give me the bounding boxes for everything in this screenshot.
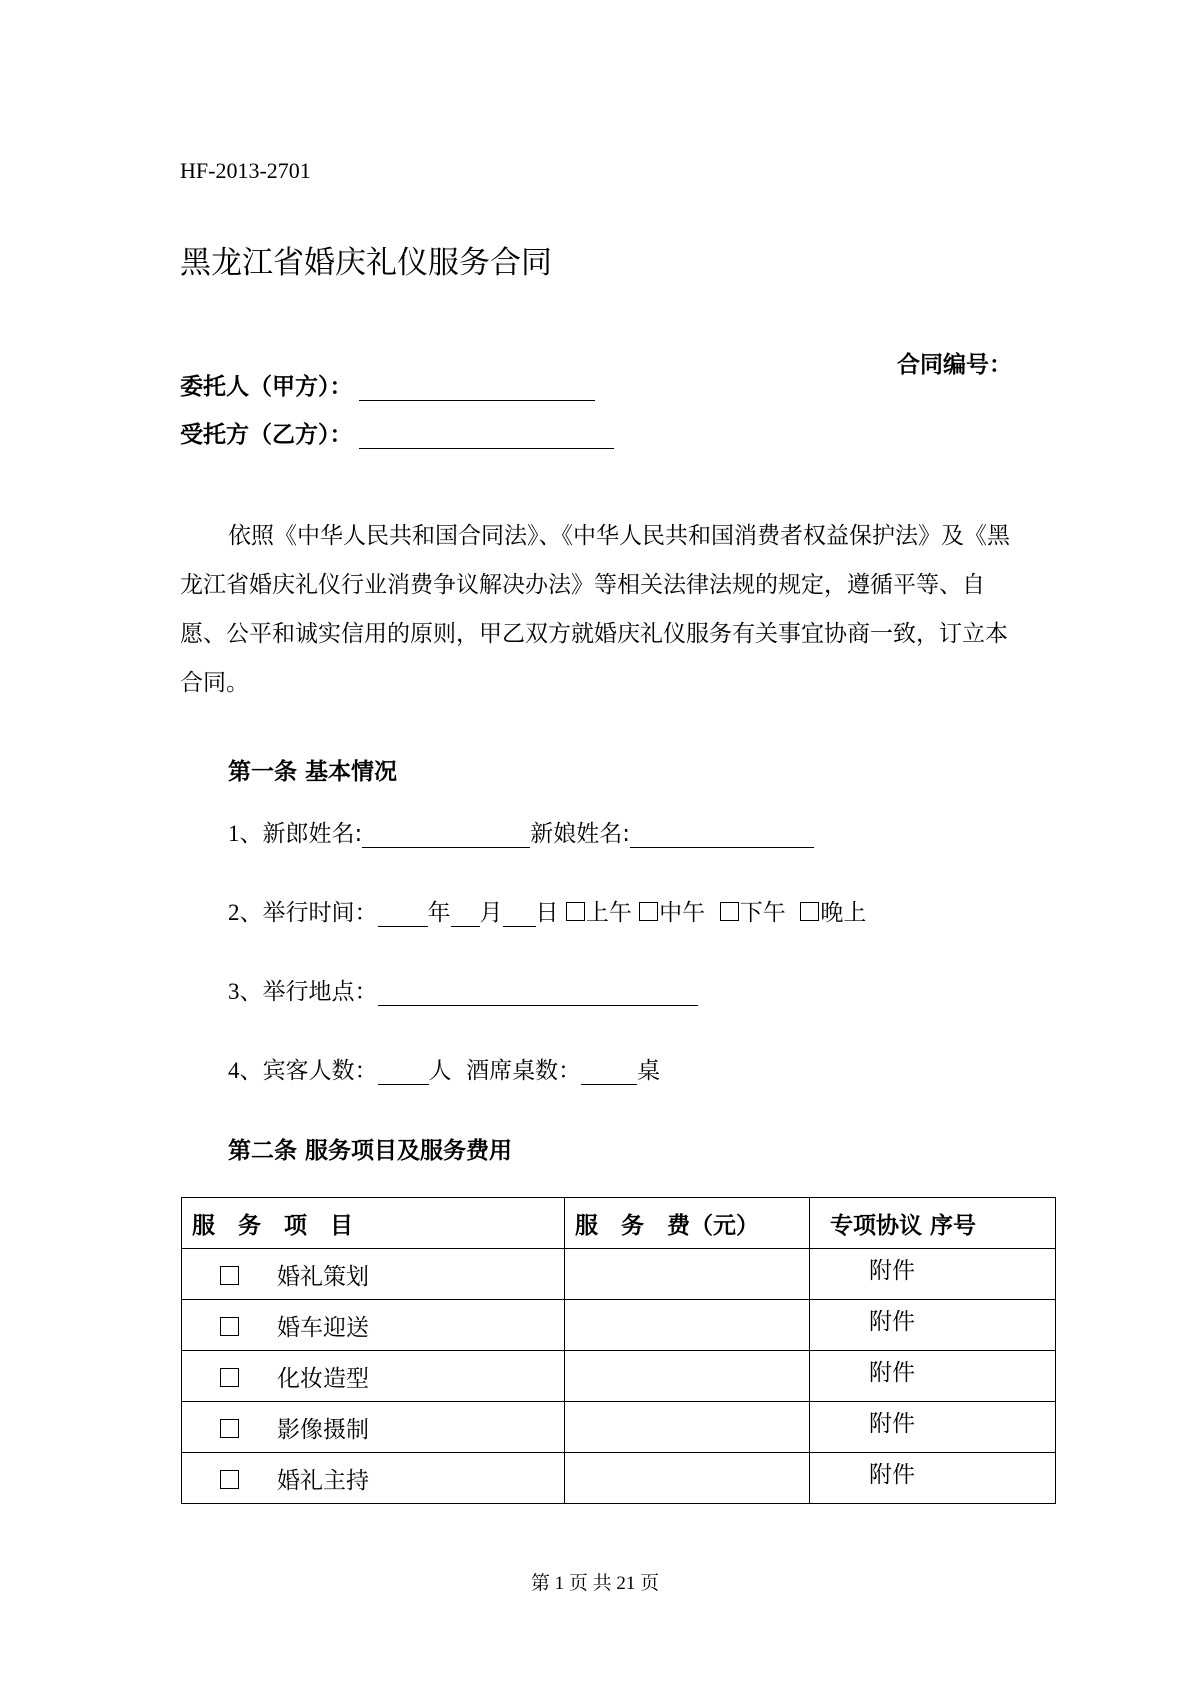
- party-b-row: [180, 416, 614, 449]
- page-footer: [0, 1568, 1190, 1595]
- party-b-label: 受托方（乙方）：: [180, 422, 353, 448]
- noon-label: 中午: [659, 900, 706, 926]
- evening-checkbox[interactable]: [800, 902, 819, 921]
- item1-number: 1: [228, 821, 240, 846]
- day-label: 日: [535, 900, 559, 926]
- service-item-label: 婚礼策划: [277, 1263, 369, 1290]
- groom-name-blank[interactable]: [362, 825, 530, 848]
- guests-blank[interactable]: [378, 1062, 429, 1085]
- bride-name-blank[interactable]: [630, 825, 814, 848]
- service-item-cell: [182, 1351, 565, 1402]
- noon-checkbox[interactable]: [639, 902, 658, 921]
- party-a-blank[interactable]: [359, 376, 595, 401]
- attachment-label: 附件: [869, 1359, 915, 1386]
- table-row: [182, 1453, 1056, 1504]
- table-header-row: [182, 1198, 1056, 1249]
- document-title: 黑龙江省婚庆礼仪服务合同: [180, 245, 552, 281]
- contract-number-label: 合同编号：: [897, 352, 1012, 378]
- service-item-cell: [182, 1453, 565, 1504]
- afternoon-label: 下午: [739, 900, 786, 926]
- guests-label: 、宾客人数：: [239, 1058, 378, 1084]
- item-names: [228, 815, 814, 848]
- tables-unit: 桌: [637, 1058, 661, 1084]
- tables-label: 酒席桌数：: [466, 1058, 582, 1084]
- year-label: 年: [427, 900, 451, 926]
- attachment-cell: [810, 1453, 1056, 1504]
- preamble-text: 依照《中华人民共和国合同法》、《中华人民共和国消费者权益保护法》及《黑龙江省婚庆礼仪行业消费争议解决办法》等相关法律法规的规定，遵循平等、自愿、公平和诚实信用的原则，甲乙双方就婚庆礼仪服务有关事宜协商一致，订立本合同。: [180, 523, 1010, 696]
- article2-heading: 第二条 服务项目及服务费用: [228, 1138, 513, 1164]
- header-service-item: 服 务 项 目: [182, 1198, 565, 1249]
- table-row: [182, 1351, 1056, 1402]
- service-fee-table: [181, 1197, 1056, 1504]
- month-blank[interactable]: [451, 904, 480, 927]
- guests-unit: 人: [428, 1058, 452, 1084]
- attachment-label: 附件: [869, 1461, 915, 1488]
- groom-name-label: 、新郎姓名:: [239, 821, 363, 847]
- service-fee-cell[interactable]: [565, 1249, 810, 1300]
- article1-heading: 第一条 基本情况: [228, 759, 398, 785]
- wedding-car-checkbox[interactable]: [220, 1317, 239, 1336]
- morning-checkbox[interactable]: [566, 902, 585, 921]
- footer-total-pages: 21: [616, 1573, 636, 1594]
- attachment-cell: [810, 1402, 1056, 1453]
- month-label: 月: [479, 900, 503, 926]
- service-item-label: 婚车迎送: [277, 1314, 369, 1341]
- service-item-label: 化妆造型: [277, 1365, 369, 1392]
- service-item-cell: [182, 1249, 565, 1300]
- table-row: [182, 1300, 1056, 1351]
- attachment-cell: [810, 1300, 1056, 1351]
- preamble-paragraph: [180, 512, 1010, 708]
- service-item-label: 婚礼主持: [277, 1467, 369, 1494]
- afternoon-checkbox[interactable]: [720, 902, 739, 921]
- tables-blank[interactable]: [581, 1062, 637, 1085]
- party-a-row: [180, 368, 595, 401]
- header-agreement-number: 专项协议 序号: [810, 1198, 1056, 1249]
- venue-label: 、举行地点：: [239, 979, 378, 1005]
- header-service-fee: 服 务 费（元）: [565, 1198, 810, 1249]
- footer-mid: 页 共: [568, 1573, 612, 1594]
- item-guests: [228, 1052, 660, 1085]
- service-item-cell: [182, 1402, 565, 1453]
- service-fee-cell[interactable]: [565, 1402, 810, 1453]
- makeup-checkbox[interactable]: [220, 1368, 239, 1387]
- footer-suffix: 页: [640, 1573, 660, 1594]
- evening-label: 晚上: [820, 900, 867, 926]
- item2-number: 2: [228, 900, 240, 925]
- attachment-label: 附件: [869, 1410, 915, 1437]
- service-fee-cell[interactable]: [565, 1300, 810, 1351]
- year-blank[interactable]: [378, 904, 428, 927]
- item-venue: [228, 973, 698, 1006]
- item4-number: 4: [228, 1058, 240, 1083]
- time-label: 、举行时间：: [239, 900, 378, 926]
- item-time: [228, 894, 866, 927]
- document-code: HF-2013-2701: [180, 158, 311, 183]
- venue-blank[interactable]: [378, 983, 698, 1006]
- service-item-label: 影像摄制: [277, 1416, 369, 1443]
- morning-label: 上午: [585, 900, 632, 926]
- footer-prefix: 第: [530, 1573, 550, 1594]
- service-item-cell: [182, 1300, 565, 1351]
- footer-page-number: 1: [554, 1573, 565, 1594]
- service-fee-cell[interactable]: [565, 1453, 810, 1504]
- attachment-cell: [810, 1351, 1056, 1402]
- attachment-label: 附件: [869, 1308, 915, 1335]
- bride-name-label: 新娘姓名:: [530, 821, 630, 847]
- table-row: [182, 1402, 1056, 1453]
- party-b-blank[interactable]: [359, 424, 614, 449]
- day-blank[interactable]: [503, 904, 536, 927]
- attachment-label: 附件: [869, 1257, 915, 1284]
- wedding-planning-checkbox[interactable]: [220, 1266, 239, 1285]
- video-photo-checkbox[interactable]: [220, 1419, 239, 1438]
- attachment-cell: [810, 1249, 1056, 1300]
- item3-number: 3: [228, 979, 240, 1004]
- service-fee-cell[interactable]: [565, 1351, 810, 1402]
- host-checkbox[interactable]: [220, 1470, 239, 1489]
- table-row: [182, 1249, 1056, 1300]
- party-a-label: 委托人（甲方）：: [180, 374, 353, 400]
